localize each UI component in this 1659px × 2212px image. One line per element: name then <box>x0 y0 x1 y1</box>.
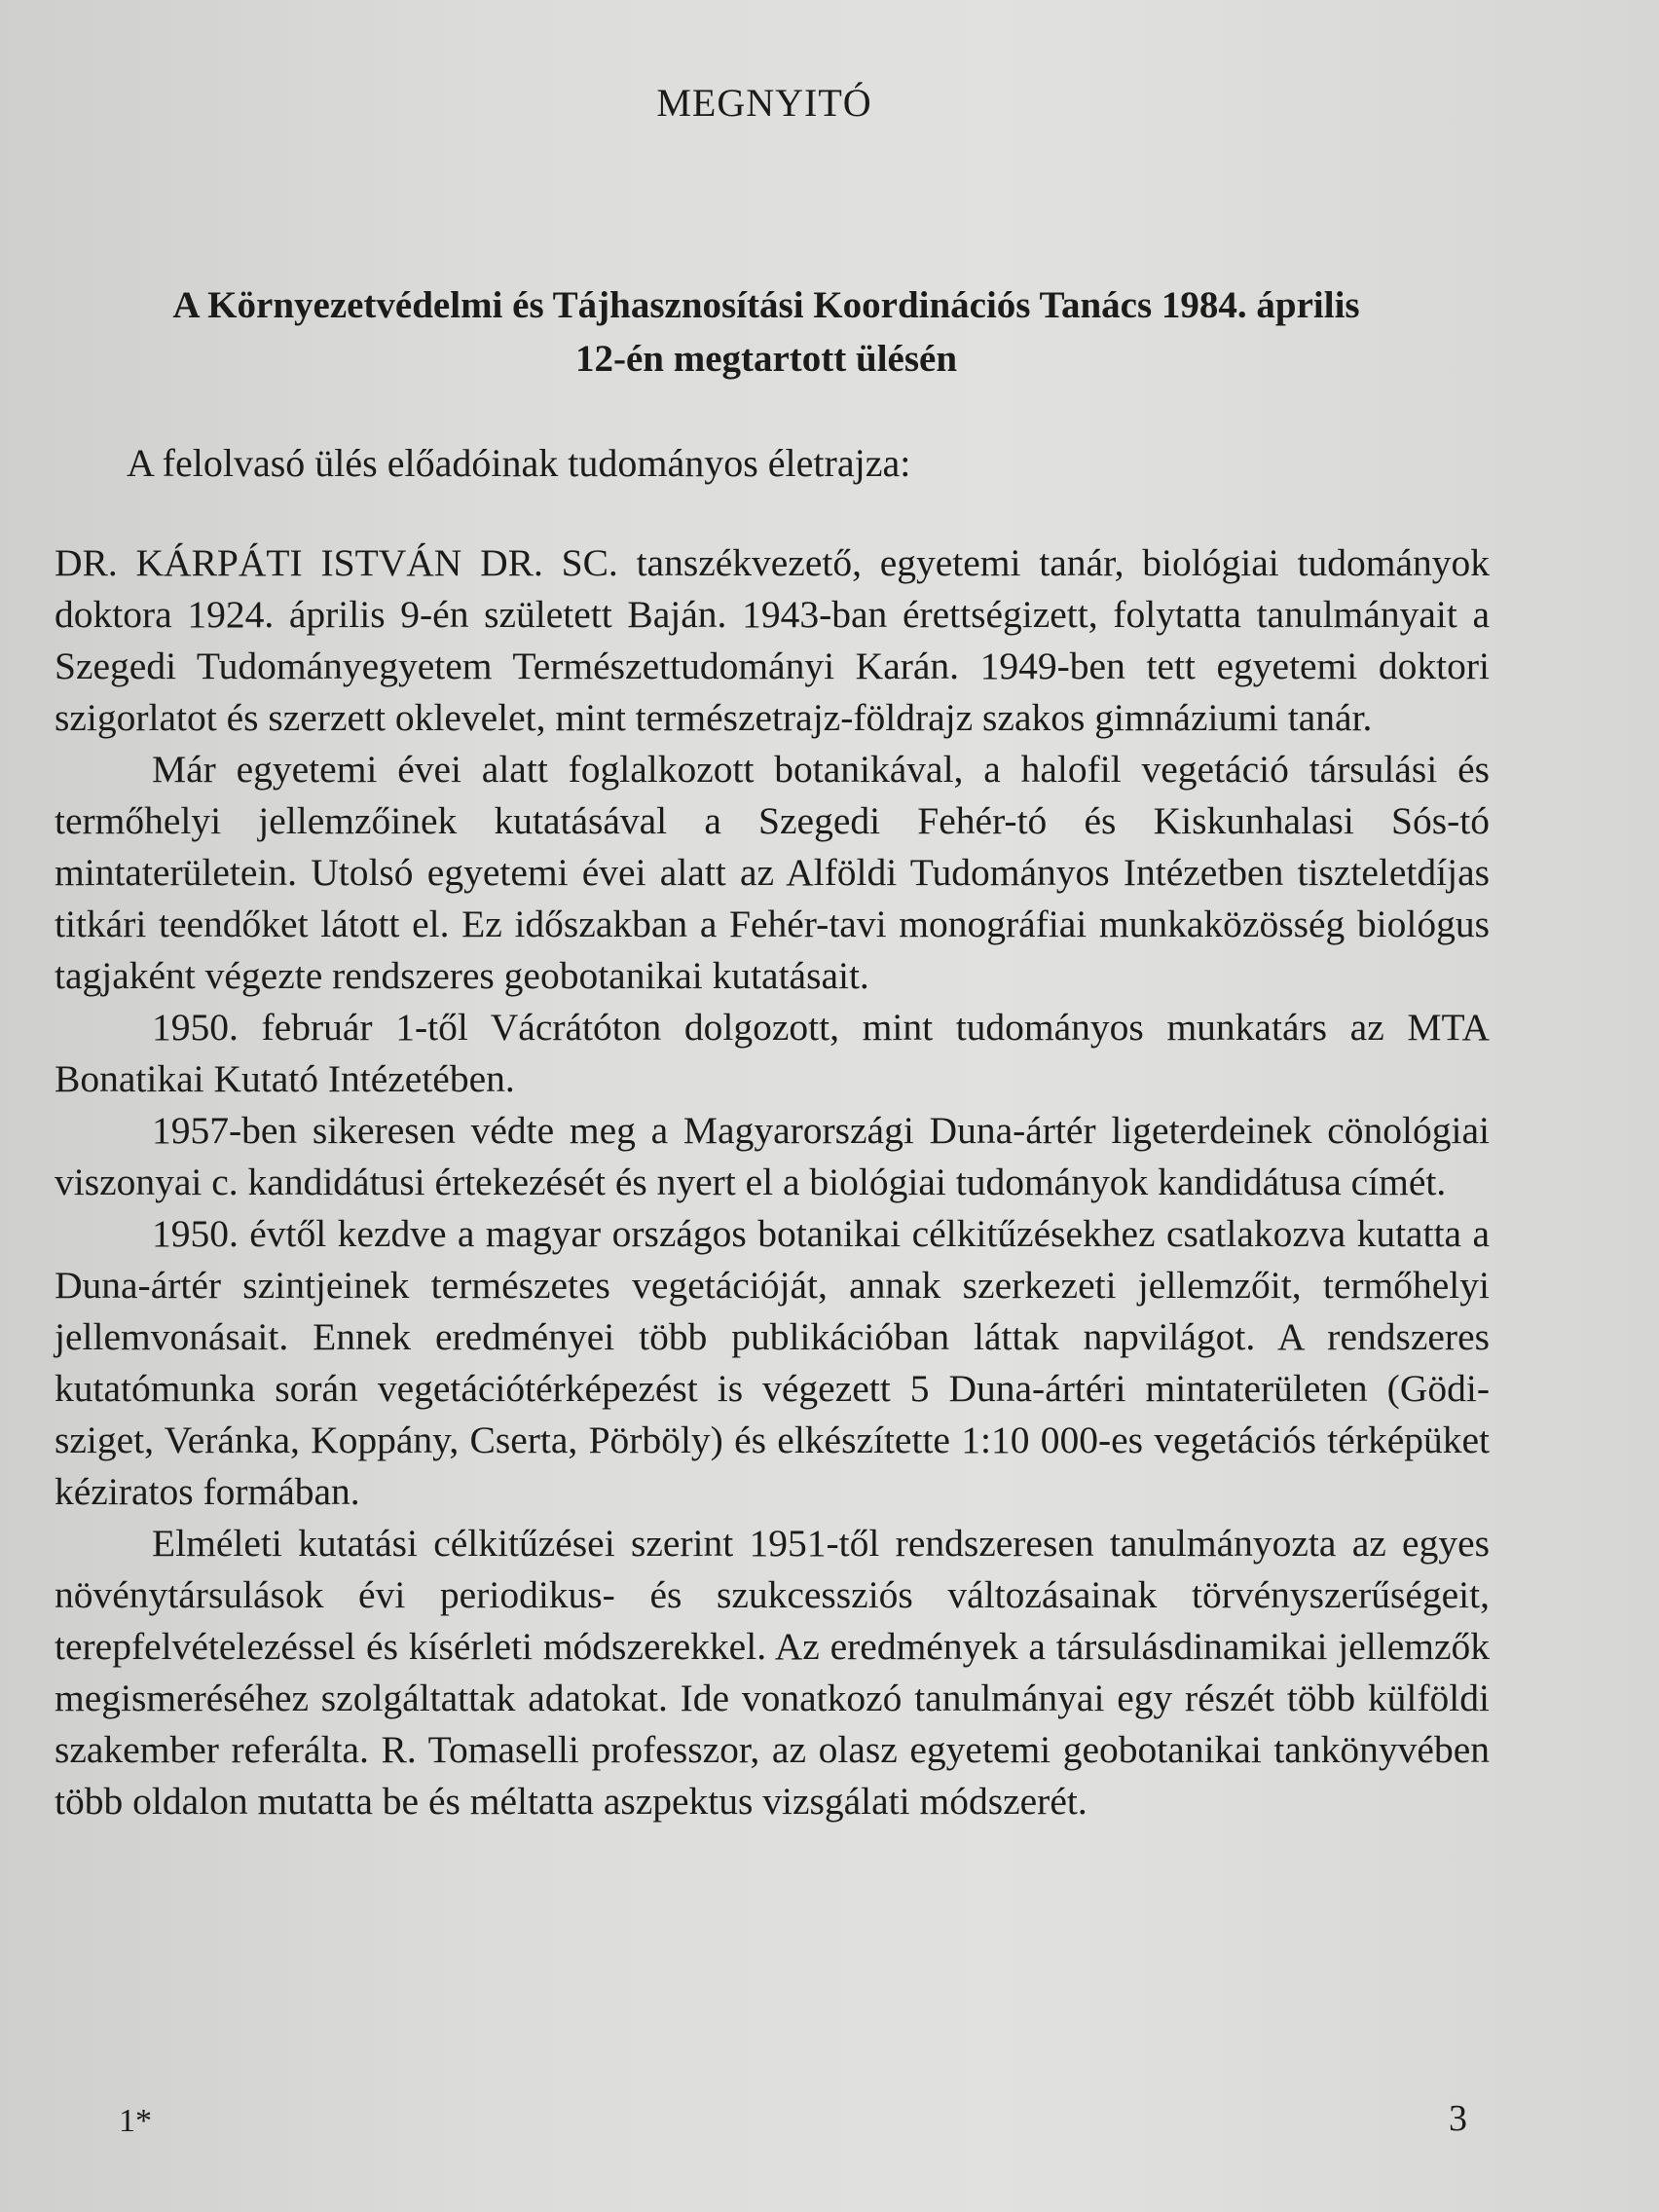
paragraph: 1957-ben sikeresen védte meg a Magyarországi Duna-ártér ligeterdeinek cönológiai viszonyai c. kandidátusi értekezését és nyert el a biológiai tudományok kandidátusa címét. <box>55 1109 1490 1203</box>
page-title: MEGNYITÓ <box>656 81 872 125</box>
signature-mark: 1* <box>119 2103 152 2139</box>
paragraph: 1950. évtől kezdve a magyar országos botanikai célkitűzésekhez csatlakozva kutatta a Duna-ártér szintjeinek természetes vegetációját, annak szerkezeti jellemzőit, termőhelyi jellemvonásait. Ennek eredményei több publikációban láttak napvilágot. A rendszeres kutatómunka során vegetációtérképezést is végezett 5 Duna-ártéri mintaterületen (Gödi-sziget, Veránka, Koppány, Cserta, Pörböly) és elkészítette 1:10 000-es vegetációs térképüket kéziratos formában. <box>55 1212 1490 1513</box>
paragraph: Elméleti kutatási célkitűzései szerint 1951-től rendszeresen tanulmányozta az egyes növénytársulások évi periodikus- és szukcessziós változásainak törvényszerűségeit, terepfelvételezéssel és kísérleti módszerekkel. Az eredmények a társulásdinamikai jellemzők megismeréséhez szolgáltattak adatokat. Ide vonatkozó tanulmányai egy részét több külföldi szakember referálta. R. Tomaselli professzor, az olasz egyetemi geobotanikai tankönyvében több oldalon mutatta be és méltatta aszpektus vizsgálati módszerét. <box>55 1522 1490 1823</box>
paragraph: Már egyetemi évei alatt foglalkozott botanikával, a halofil vegetáció társulási és termőhelyi jellemzőinek kutatásával a Szegedi Fehér-tó és Kiskunhalasi Sós-tó mintaterületein. Utolsó egyetemi évei alatt az Alföldi Tudományos Intézetben tiszteletdíjas titkári teendőket látott el. Ez időszakban a Fehér-tavi monográfiai munkaközösség biológus tagjaként végezte rendszeres geobotanikai kutatásait. <box>55 748 1490 997</box>
paragraph: DR. KÁRPÁTI ISTVÁN DR. SC. tanszékvezető, egyetemi tanár, biológiai tudományok doktora 1924. április 9-én született Baján. 1943-ban érettségizett, folytatta tanulmányait a Szegedi Tudományegyetem Természettudományi Karán. 1949-ben tett egyetemi doktori szigorlatot és szerzett oklevelet, mint természetrajz-földrajz szakos gimnáziumi tanár. <box>55 541 1490 739</box>
meeting-heading <box>51 278 1482 386</box>
paragraph: 1950. február 1-től Vácrátóton dolgozott, mint tudományos munkatárs az MTA Bonatikai Kutató Intézetében. <box>55 1006 1490 1100</box>
meeting-heading-line-1: A Környezetvédelmi és Tájhasznosítási Koordinációs Tanács 1984. április <box>172 284 1360 326</box>
biography-text <box>55 537 1490 1827</box>
intro-line: A felolvasó ülés előadóinak tudományos életrajza: <box>127 441 911 485</box>
page-number: 3 <box>1449 2098 1467 2139</box>
meeting-heading-line-2: 12-én megtartott ülésén <box>574 338 958 380</box>
